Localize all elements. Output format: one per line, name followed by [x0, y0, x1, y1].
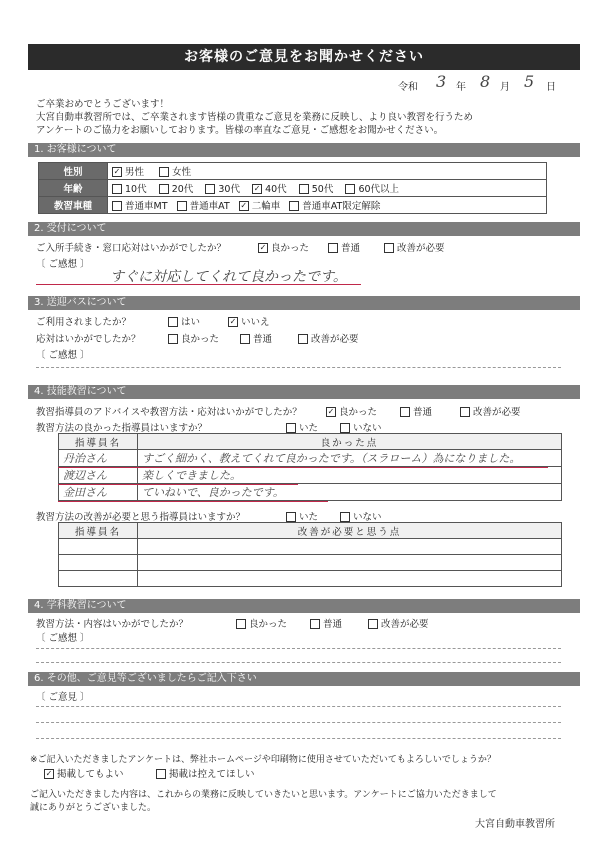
bad-comment-1[interactable] — [138, 539, 562, 555]
section-reception-header: 2. 受付について — [28, 222, 580, 236]
reception-good-label: 良かった — [271, 243, 310, 254]
bus-normal-label: 普通 — [253, 334, 273, 345]
bus-yes-label: はい — [181, 317, 201, 328]
course-at-label: 普通車AT — [189, 201, 230, 212]
table-row — [59, 450, 562, 467]
good-col-point: 良かった点 — [138, 434, 562, 450]
good-instructor-yes-label: いた — [299, 423, 319, 434]
good-col-name: 指導員名 — [59, 434, 138, 450]
bus-service-question: 応対はいかがでしたか？ — [36, 334, 141, 345]
bad-instructor-table — [58, 522, 562, 587]
gender-female-checkbox[interactable] — [159, 167, 169, 177]
lecture-comment-line-1[interactable] — [36, 648, 561, 649]
other-comment-line-2[interactable] — [36, 722, 561, 723]
skill-normal-label: 普通 — [413, 407, 433, 418]
course-at-limit-label: 普通車AT限定解除 — [302, 201, 381, 212]
bad-instructor-no-label: いない — [353, 512, 382, 523]
lecture-normal-checkbox[interactable] — [310, 619, 320, 629]
reception-comment[interactable]: すぐに対応してくれて良かったです。 — [110, 269, 347, 285]
table-row — [59, 555, 562, 571]
course-bike-checkbox[interactable]: ✓ — [240, 200, 248, 210]
bus-use-question: ご利用されましたか？ — [36, 317, 132, 328]
course-label: 教習車種 — [39, 197, 108, 214]
bus-improve-label: 改善が必要 — [311, 334, 359, 345]
consent-no-checkbox[interactable] — [156, 769, 166, 779]
skill-improve-checkbox[interactable] — [460, 407, 470, 417]
lecture-good-label: 良かった — [249, 619, 288, 630]
customer-info-table — [38, 162, 547, 214]
bad-name-1[interactable] — [59, 539, 138, 555]
table-row — [59, 484, 562, 501]
date-month-unit: 月 — [500, 82, 510, 93]
lecture-good-checkbox[interactable] — [236, 619, 246, 629]
good-row1-underline — [58, 467, 548, 468]
age-10-checkbox[interactable] — [112, 184, 122, 194]
good-instructor-no-checkbox[interactable] — [340, 423, 350, 433]
gender-male-checkbox[interactable]: ✓ — [113, 166, 121, 176]
bad-col-point: 改善が必要と思う点 — [138, 523, 562, 539]
other-comment-label: 〔 ご意見 〕 — [36, 692, 90, 703]
intro-line-1: ご卒業おめでとうございます！ — [36, 99, 170, 110]
reception-comment-label: 〔 ご感想 〕 — [36, 259, 90, 270]
section-skill-header: 4. 技能教習について — [28, 385, 580, 399]
reception-improve-checkbox[interactable] — [384, 243, 394, 253]
age-20-checkbox[interactable] — [159, 184, 169, 194]
other-comment-line-3[interactable] — [36, 738, 561, 739]
reception-comment-underline — [36, 284, 361, 285]
bus-no-label: いいえ — [241, 317, 270, 328]
skill-normal-checkbox[interactable] — [400, 407, 410, 417]
gender-male-label: 男性 — [125, 167, 145, 178]
age-20-label: 20代 — [171, 184, 194, 195]
skill-instructor-question: 教習指導員のアドバイスや教習方法・応対はいかがでしたか？ — [36, 407, 302, 418]
skill-good-instructor-question: 教習方法の良かった指導員はいますか？ — [36, 423, 208, 434]
table-row — [59, 571, 562, 587]
closing-line-2: 誠にありがとうございました。 — [30, 803, 157, 813]
skill-improve-label: 改善が必要 — [473, 407, 521, 418]
lecture-comment-line-2[interactable] — [36, 662, 561, 663]
age-40-checkbox[interactable]: ✓ — [253, 183, 261, 193]
date-year[interactable]: 3 — [436, 72, 447, 91]
other-comment-line-1[interactable] — [36, 706, 561, 707]
reception-normal-checkbox[interactable] — [328, 243, 338, 253]
age-60-label: 60代以上 — [358, 184, 400, 195]
consent-question: ※ご記入いただきましたアンケートは、弊社ホームページや印刷物に使用させていただいてもよろしいでしょうか？ — [30, 755, 496, 765]
good-instructor-yes-checkbox[interactable] — [286, 423, 296, 433]
age-60-checkbox[interactable] — [345, 184, 355, 194]
section-other-header: 6. その他、ご意見等ございましたらご記入下さい — [28, 672, 580, 686]
reception-question: ご入所手続き・窓口応対はいかがでしたか？ — [36, 243, 227, 254]
lecture-improve-checkbox[interactable] — [368, 619, 378, 629]
reception-good-checkbox[interactable]: ✓ — [259, 242, 267, 252]
bad-name-3[interactable] — [59, 571, 138, 587]
bus-no-checkbox[interactable]: ✓ — [229, 316, 237, 326]
reception-improve-label: 改善が必要 — [397, 243, 445, 254]
section-lecture-header: 4. 学科教習について — [28, 599, 580, 613]
bad-instructor-yes-label: いた — [299, 512, 319, 523]
age-50-label: 50代 — [311, 184, 334, 195]
bad-comment-3[interactable] — [138, 571, 562, 587]
intro-line-2: 大宮自動車教習所では、ご卒業されます皆様の貴重なご意見を業務に反映し、より良い教習を行うため — [36, 112, 474, 123]
skill-bad-instructor-question: 教習方法の改善が必要と思う指導員はいますか？ — [36, 512, 246, 523]
bus-good-checkbox[interactable] — [168, 334, 178, 344]
age-label: 年齢 — [39, 180, 108, 197]
section-customer-header: 1. お客様について — [28, 143, 580, 157]
consent-yes-label: 掲載してもよい — [57, 769, 124, 780]
section-bus-header: 3. 送迎バスについて — [28, 296, 580, 310]
form-title: お客様のご意見をお聞かせください — [28, 44, 580, 70]
consent-no-label: 掲載は控えてほしい — [169, 769, 255, 780]
table-row — [59, 467, 562, 484]
date-era: 令和 — [398, 82, 418, 93]
bus-good-label: 良かった — [181, 334, 220, 345]
lecture-improve-label: 改善が必要 — [381, 619, 429, 630]
good-row2-underline — [58, 484, 298, 485]
age-30-label: 30代 — [218, 184, 240, 195]
lecture-normal-label: 普通 — [323, 619, 343, 630]
date-year-unit: 年 — [456, 82, 466, 93]
table-row — [59, 539, 562, 555]
good-name-2[interactable]: 渡辺さん — [59, 467, 138, 484]
bus-yes-checkbox[interactable] — [168, 317, 178, 327]
consent-yes-checkbox[interactable]: ✓ — [45, 768, 53, 778]
lecture-comment-label: 〔 ご感想 〕 — [36, 633, 90, 644]
course-at-limit-checkbox[interactable] — [289, 201, 299, 211]
bus-comment-line[interactable] — [36, 367, 561, 368]
course-at-checkbox[interactable] — [177, 201, 187, 211]
date-month[interactable]: 8 — [480, 72, 491, 91]
bad-instructor-no-checkbox[interactable] — [340, 512, 350, 522]
bus-comment-label: 〔 ご感想 〕 — [36, 350, 90, 361]
lecture-question: 教習方法・内容はいかがでしたか？ — [36, 619, 189, 630]
bad-instructor-yes-checkbox[interactable] — [286, 512, 296, 522]
good-comment-1[interactable]: すごく細かく、教えてくれて良かったです。（スラローム）為になりました。 — [138, 450, 562, 467]
good-row3-underline — [58, 501, 328, 502]
closing-line-1: ご記入いただきました内容は、これからの業務に反映していきたいと思います。アンケートにご協力いただきまして — [30, 790, 497, 800]
good-comment-3[interactable]: ていねいで、良かったです。 — [138, 484, 562, 501]
reception-normal-label: 普通 — [341, 243, 361, 254]
bad-name-2[interactable] — [59, 555, 138, 571]
bus-improve-checkbox[interactable] — [298, 334, 308, 344]
age-10-label: 10代 — [125, 184, 147, 195]
good-name-1[interactable]: 丹治さん — [59, 450, 138, 467]
gender-label: 性別 — [39, 163, 108, 180]
age-40-label: 40代 — [265, 184, 287, 195]
date-day[interactable]: 5 — [524, 72, 535, 91]
date-day-unit: 日 — [546, 82, 556, 93]
gender-female-label: 女性 — [172, 167, 192, 178]
bad-col-name: 指導員名 — [59, 523, 138, 539]
course-mt-label: 普通車MT — [125, 201, 168, 212]
good-name-3[interactable]: 金田さん — [59, 484, 138, 501]
good-instructor-no-label: いない — [353, 423, 382, 434]
age-50-checkbox[interactable] — [299, 184, 309, 194]
intro-line-3: アンケートのご協力をお願いしております。皆様の率直なご意見・ご感想をお聞かせください。 — [36, 125, 444, 136]
age-30-checkbox[interactable] — [205, 184, 215, 194]
skill-good-checkbox[interactable]: ✓ — [327, 406, 335, 416]
skill-good-label: 良かった — [339, 407, 378, 418]
course-bike-label: 二輪車 — [251, 201, 281, 212]
good-comment-2[interactable]: 楽しくできました。 — [138, 467, 562, 484]
bad-comment-2[interactable] — [138, 555, 562, 571]
bus-normal-checkbox[interactable] — [240, 334, 250, 344]
organization-name: 大宮自動車教習所 — [475, 819, 555, 830]
course-mt-checkbox[interactable] — [112, 201, 122, 211]
